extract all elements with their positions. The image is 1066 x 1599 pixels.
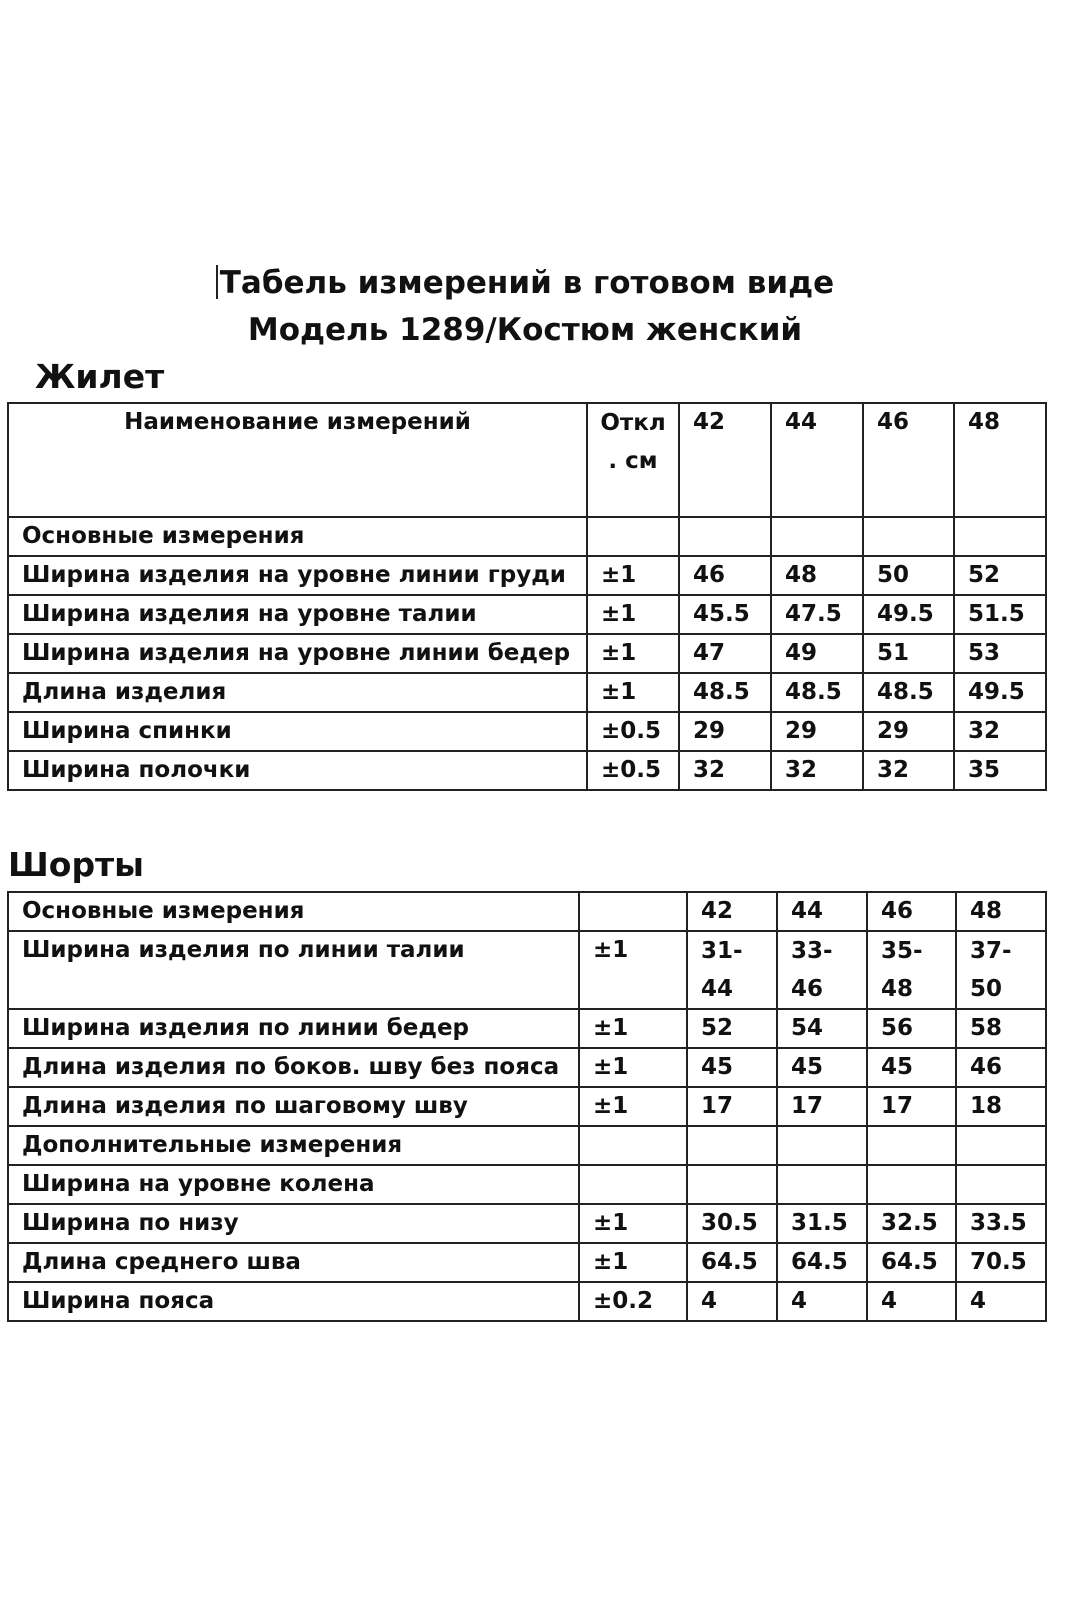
- size-value-cell: 17: [867, 1087, 956, 1126]
- size-value-cell: [867, 1165, 956, 1204]
- size-value-cell: 47: [679, 634, 771, 673]
- size-value-cell: 47.5: [771, 595, 863, 634]
- size-value-cell: 17: [687, 1087, 777, 1126]
- size-value-cell: 52: [954, 556, 1046, 595]
- table-row: [8, 673, 1046, 712]
- measurement-name: Ширина полочки: [8, 751, 587, 790]
- size-value-cell: 29: [771, 712, 863, 751]
- size-value-cell: 49.5: [863, 595, 954, 634]
- tolerance-cell: ±1: [587, 556, 679, 595]
- tolerance-cell: ±1: [579, 1009, 687, 1048]
- size-value-cell: 51.5: [954, 595, 1046, 634]
- table-row: [8, 712, 1046, 751]
- table-row: [8, 1126, 1046, 1165]
- table-header-row: [8, 403, 1046, 517]
- size-value-cell: 45.5: [679, 595, 771, 634]
- vest-table: [7, 402, 1047, 791]
- size-value-cell: 45: [867, 1048, 956, 1087]
- size-value-cell: 64.5: [867, 1243, 956, 1282]
- size-value-cell: 31- 44: [687, 931, 777, 1009]
- size-value-cell: 45: [777, 1048, 867, 1087]
- measurement-name: Длина среднего шва: [8, 1243, 579, 1282]
- vest-heading: Жилет: [35, 357, 165, 396]
- measurement-name: Длина изделия по боков. шву без пояса: [8, 1048, 579, 1087]
- size-value-cell: 32: [954, 712, 1046, 751]
- size-value-cell: [771, 517, 863, 556]
- header-size: 48: [954, 403, 1046, 517]
- tolerance-cell: ±1: [579, 1204, 687, 1243]
- size-value-cell: 35: [954, 751, 1046, 790]
- document-title: [0, 265, 1066, 301]
- tolerance-cell: [579, 892, 687, 931]
- header-size: 42: [679, 403, 771, 517]
- size-value-cell: 48.5: [771, 673, 863, 712]
- size-value-cell: 58: [956, 1009, 1046, 1048]
- measurement-name: Длина изделия по шаговому шву: [8, 1087, 579, 1126]
- size-value-cell: 64.5: [777, 1243, 867, 1282]
- size-value-cell: [954, 517, 1046, 556]
- size-value-cell: 52: [687, 1009, 777, 1048]
- table-row: [8, 556, 1046, 595]
- tolerance-cell: ±1: [587, 673, 679, 712]
- size-value-cell: 35- 48: [867, 931, 956, 1009]
- size-value-cell: 46: [679, 556, 771, 595]
- tolerance-cell: ±1: [579, 1087, 687, 1126]
- table-row: [8, 517, 1046, 556]
- measurement-name: Ширина пояса: [8, 1282, 579, 1321]
- size-value-cell: 17: [777, 1087, 867, 1126]
- measurement-name: Основные измерения: [8, 517, 587, 556]
- size-value-cell: 29: [863, 712, 954, 751]
- table-row: [8, 1009, 1046, 1048]
- tolerance-cell: ±0.5: [587, 751, 679, 790]
- measurement-name: Ширина по низу: [8, 1204, 579, 1243]
- tolerance-cell: ±1: [587, 595, 679, 634]
- table-row: [8, 751, 1046, 790]
- table-row: [8, 1087, 1046, 1126]
- size-value-cell: [956, 1165, 1046, 1204]
- header-tolerance: Откл . см: [587, 403, 679, 517]
- measurement-name: Основные измерения: [8, 892, 579, 931]
- measurement-name: Ширина изделия на уровне талии: [8, 595, 587, 634]
- size-value-cell: 33.5: [956, 1204, 1046, 1243]
- table-row: [8, 1204, 1046, 1243]
- table-row: [8, 1165, 1046, 1204]
- shorts-heading: Шорты: [8, 845, 145, 884]
- size-value-cell: 42: [687, 892, 777, 931]
- size-value-cell: 53: [954, 634, 1046, 673]
- shorts-table: [7, 891, 1047, 1322]
- size-value-cell: 29: [679, 712, 771, 751]
- size-value-cell: 32.5: [867, 1204, 956, 1243]
- size-value-cell: 45: [687, 1048, 777, 1087]
- size-value-cell: [863, 517, 954, 556]
- tolerance-cell: [587, 517, 679, 556]
- size-value-cell: 51: [863, 634, 954, 673]
- tolerance-cell: ±1: [579, 1048, 687, 1087]
- measurement-name: Ширина изделия по линии бедер: [8, 1009, 579, 1048]
- measurement-name: Ширина изделия по линии талии: [8, 931, 579, 1009]
- size-value-cell: 32: [863, 751, 954, 790]
- size-value-cell: 37- 50: [956, 931, 1046, 1009]
- size-value-cell: 18: [956, 1087, 1046, 1126]
- size-value-cell: 33- 46: [777, 931, 867, 1009]
- document-subtitle: Модель 1289/Костюм женский: [247, 312, 803, 348]
- size-value-cell: 30.5: [687, 1204, 777, 1243]
- measurement-name: Ширина изделия на уровне линии груди: [8, 556, 587, 595]
- size-value-cell: 32: [771, 751, 863, 790]
- measurement-name: Длина изделия: [8, 673, 587, 712]
- tolerance-cell: ±0.2: [579, 1282, 687, 1321]
- text-cursor: [216, 265, 218, 299]
- size-value-cell: 64.5: [687, 1243, 777, 1282]
- size-value-cell: 48: [771, 556, 863, 595]
- measurement-name: Ширина на уровне колена: [8, 1165, 579, 1204]
- size-value-cell: [956, 1126, 1046, 1165]
- size-value-cell: 56: [867, 1009, 956, 1048]
- table-row: [8, 595, 1046, 634]
- tolerance-cell: ±0.5: [587, 712, 679, 751]
- table-row: [8, 1243, 1046, 1282]
- header-name: Наименование измерений: [8, 403, 587, 517]
- table-row: [8, 1048, 1046, 1087]
- size-value-cell: 4: [687, 1282, 777, 1321]
- size-value-cell: 49.5: [954, 673, 1046, 712]
- size-value-cell: 46: [956, 1048, 1046, 1087]
- table-row: [8, 634, 1046, 673]
- size-value-cell: 70.5: [956, 1243, 1046, 1282]
- tolerance-cell: ±1: [579, 1243, 687, 1282]
- size-value-cell: 4: [867, 1282, 956, 1321]
- measurement-name: Ширина спинки: [8, 712, 587, 751]
- header-size: 46: [863, 403, 954, 517]
- table-row: [8, 1282, 1046, 1321]
- size-value-cell: 48.5: [863, 673, 954, 712]
- measurement-name: Дополнительные измерения: [8, 1126, 579, 1165]
- tolerance-cell: [579, 1165, 687, 1204]
- measurement-name: Ширина изделия на уровне линии бедер: [8, 634, 587, 673]
- size-value-cell: 54: [777, 1009, 867, 1048]
- size-value-cell: 48.5: [679, 673, 771, 712]
- size-value-cell: 50: [863, 556, 954, 595]
- size-value-cell: 49: [771, 634, 863, 673]
- table-row: [8, 931, 1046, 1009]
- header-size: 44: [771, 403, 863, 517]
- tolerance-cell: ±1: [587, 634, 679, 673]
- size-value-cell: 31.5: [777, 1204, 867, 1243]
- size-value-cell: 44: [777, 892, 867, 931]
- size-value-cell: 32: [679, 751, 771, 790]
- size-value-cell: 4: [956, 1282, 1046, 1321]
- title-text: Табель измерений в готовом виде: [219, 265, 835, 301]
- size-value-cell: [687, 1165, 777, 1204]
- size-value-cell: [867, 1126, 956, 1165]
- size-value-cell: 4: [777, 1282, 867, 1321]
- size-value-cell: [777, 1165, 867, 1204]
- size-value-cell: [679, 517, 771, 556]
- size-value-cell: [687, 1126, 777, 1165]
- tolerance-cell: ±1: [579, 931, 687, 1009]
- size-value-cell: 48: [956, 892, 1046, 931]
- table-row: [8, 892, 1046, 931]
- size-value-cell: [777, 1126, 867, 1165]
- tolerance-cell: [579, 1126, 687, 1165]
- size-value-cell: 46: [867, 892, 956, 931]
